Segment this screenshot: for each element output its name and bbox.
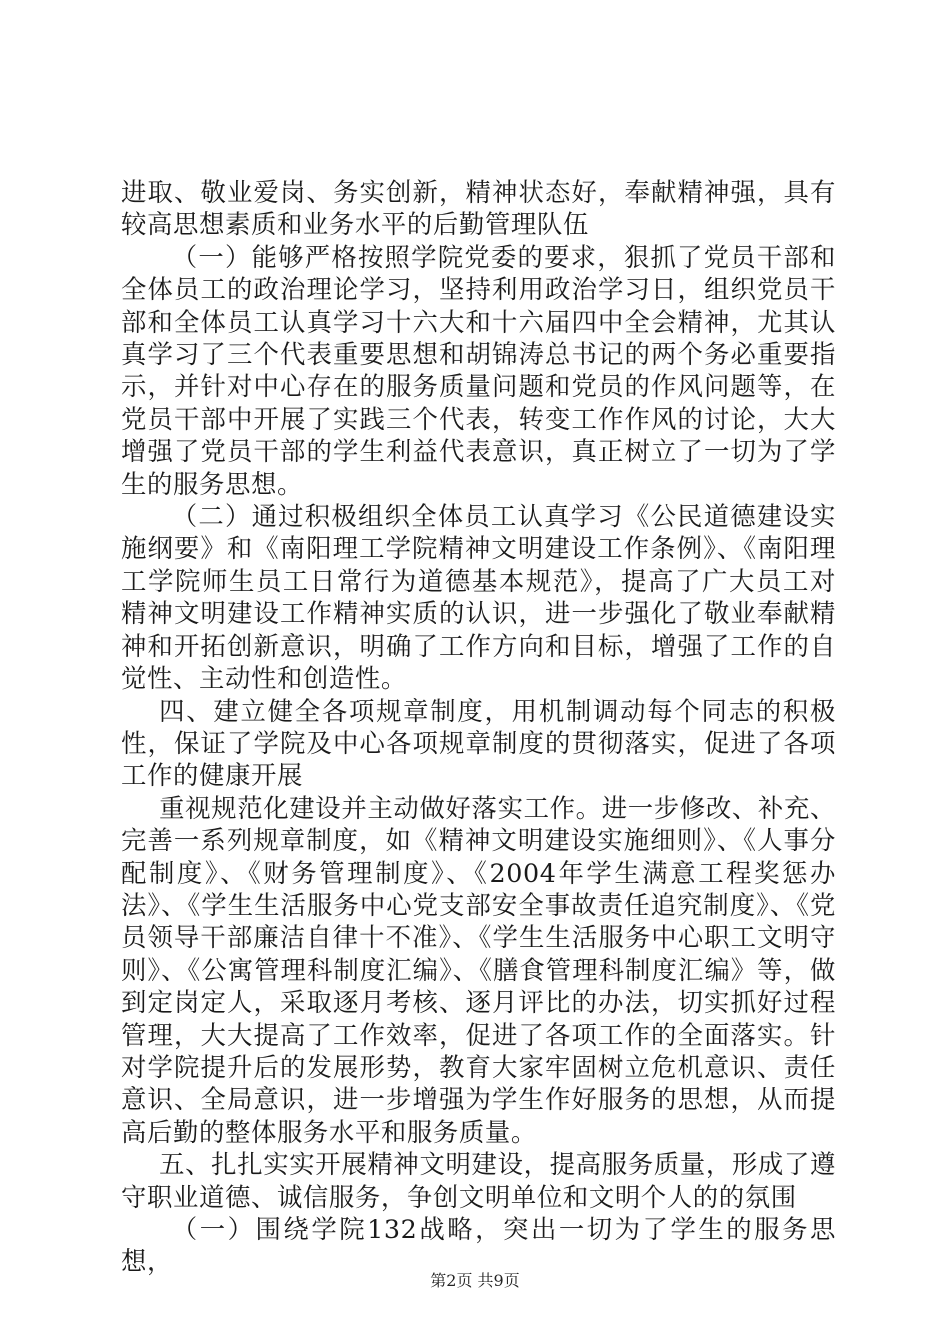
paragraph-strategy: （一）围绕学院132战略，突出一切为了学生的服务思想， xyxy=(121,1214,836,1277)
paragraph-regulations: 重视规范化建设并主动做好落实工作。进一步修改、补充、完善一系列规章制度，如《精神文明建设实施细则》、《人事分配制度》、《财务管理制度》、《2004年学生满意工程奖惩办法》、《学生生活服务中心党支部安全事故责任追究制度》、《党员领导干部廉洁自律十不准》、《学生生活服务中心职工文明守则》、《公寓管理科制度汇编》、《膳食管理科制度汇编》等，做到定岗定人，采取逐月考核、逐月评比的办法，切实抓好过程管理，大大提高了工作效率，促进了各项工作的全面落实。针对学院提升后的发展形势，教育大家牢固树立危机意识、责任意识、全局意识，进一步增强为学生作好服务的思想，从而提高后勤的整体服务水平和服务质量。 xyxy=(121,792,836,1147)
paragraph-section-1: （一）能够严格按照学院党委的要求，狠抓了党员干部和全体员工的政治理论学习，坚持利用政治学习日，组织党员干部和全体员工认真学习十六大和十六届四中全会精神，尤其认真学习了三个代表重要思想和胡锦涛总书记的两个务必重要指示，并针对中心存在的服务质量问题和党员的作风问题等，在党员干部中开展了实践三个代表，转变工作作风的讨论，大大增强了党员干部的学生利益代表意识，真正树立了一切为了学生的服务思想。 xyxy=(121,241,836,499)
heading-four: 四、建立健全各项规章制度，用机制调动每个同志的积极性，保证了学院及中心各项规章制度的贯彻落实，促进了各项工作的健康开展 xyxy=(121,695,836,791)
page-number-footer: 第2页 共9页 xyxy=(430,1271,520,1290)
heading-five: 五、扎扎实实开展精神文明建设，提高服务质量，形成了遵守职业道德、诚信服务，争创文明单位和文明个人的的氛围 xyxy=(121,1149,836,1212)
paragraph-section-2: （二）通过积极组织全体员工认真学习《公民道德建设实施纲要》和《南阳理工学院精神文明建设工作条例》、《南阳理工学院师生员工日常行为道德基本规范》，提高了广大员工对精神文明建设工作精神实质的认识，进一步强化了敬业奉献精神和开拓创新意识，明确了工作方向和目标，增强了工作的自觉性、主动性和创造性。 xyxy=(121,501,836,694)
paragraph-continuation: 进取、敬业爱岗、务实创新，精神状态好，奉献精神强，具有较高思想素质和业务水平的后勤管理队伍 xyxy=(121,177,836,240)
document-body xyxy=(121,176,836,1278)
